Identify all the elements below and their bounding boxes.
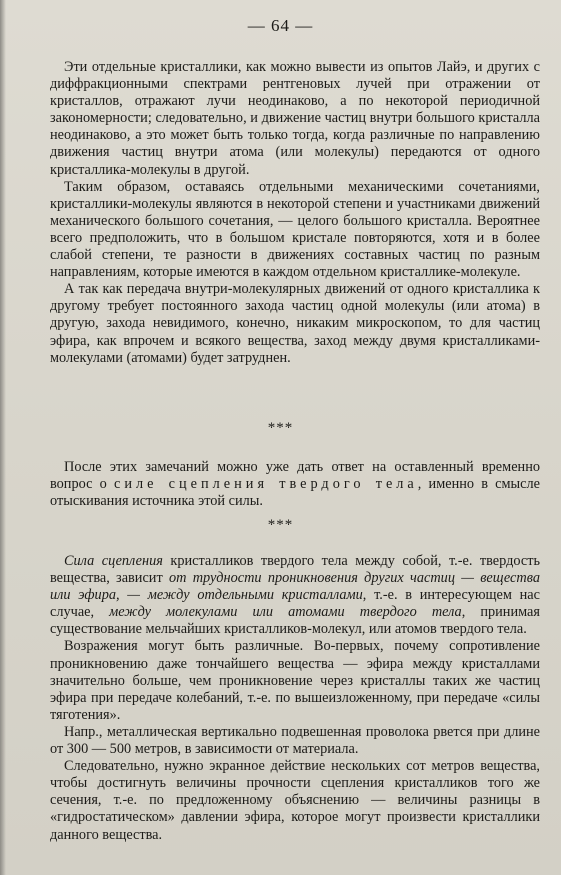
text-run: , т.-е. в интересующем нас случае, [50, 587, 541, 621]
spaced-emphasis: силе сцепления твердого тела [114, 476, 418, 493]
asterism-divider: *** [267, 517, 294, 533]
page-shadow-edge [0, 0, 6, 875]
paragraph: Эти отдельные кристаллики, как можно вывести из опытов Лайэ, и других с диффракционными спектрами рентгеновых лучей при отражении от кристаллов, отражают лучи неодинаково, а по некоторой периодичной закономерности; следовательно, и движение частиц внутри большого кристалла неодинаково, а это может быть только тогда, когда различные по направлению движения частиц внутри атома (или молекулы) передаются от одного кристаллика-молекулы в другой. [50, 59, 540, 178]
paragraph: А так как передача внутри-молекулярных движений от одного кристаллика к другому требует постоянного захода частиц одной молекулы (или атома) в другую, захода невидимого, конечно, никаким микроскопом, то для частиц эфира, как впрочем и всякого вещества, заход между двумя кристалликами-молекулами (атомами) будет затруднен. [50, 281, 540, 366]
page-number: — 64 — [247, 16, 314, 35]
paragraph: Напр., металлическая вертикально подвешенная проволока рвется при длине от 300 — 500 метров, в зависимости от материала. [50, 723, 540, 758]
text-run: , принимая существование мельчайших кристалликов-молекул, или атомов твердого тела. [50, 604, 540, 638]
text-run: После этих замечаний можно уже дать ответ на оставленный временно вопрос о [50, 459, 540, 493]
italic-phrase: между молекулами или атомами твердого тела [109, 604, 462, 621]
text-run: , именно в смысле отыскивания источника этой силы. [50, 476, 540, 510]
italic-term: Сила сцепления [64, 553, 163, 569]
italic-phrase: от трудности проникновения других частиц — вещества или эфира, — между отдельными кристаллами [50, 570, 540, 604]
paragraph: Следовательно, нужно экранное действие нескольких сот метров вещества, чтобы достигнуть величины прочности сцепления кристалликов того же сечения, т.-е. по предложенному объяснению — величины разницы в «гидростатическом» давлении эфира, которое могут произвести кристаллики данного вещества. [50, 758, 540, 843]
paragraph: Возражения могут быть различные. Во-первых, почему сопротивление проникновению даже тончайшего вещества — эфира между кристаллами значительно больше, чем проникновение через кристаллы таких же частиц эфира при передаче колебаний, т.-е. по вышеизложенному, при передаче «силы тяготения». [50, 638, 540, 723]
section-crystal-motion [50, 59, 540, 367]
asterism-divider: *** [267, 420, 294, 436]
paragraph: Таким образом, оставаясь отдельными механическими сочетаниями, кристаллики-молекулы являются в некоторой степени и участниками движений механического большого сочетания, — целого большого кристалла. Вероятнее всего предположить, что в большом кристале повторяются, хотя и в более слабой степени, те разности в движениях составных частиц по разным направлениям, которые имеются в каждом отдельном кристаллике-молекуле. [50, 178, 540, 281]
paragraph [50, 553, 540, 638]
text-run: кристалликов твердого тела между собой, т.-е. твердость вещества, зависит [50, 553, 540, 587]
paragraph [50, 459, 540, 510]
section-cohesion-force [50, 553, 540, 844]
section-cohesion-question [50, 459, 540, 510]
